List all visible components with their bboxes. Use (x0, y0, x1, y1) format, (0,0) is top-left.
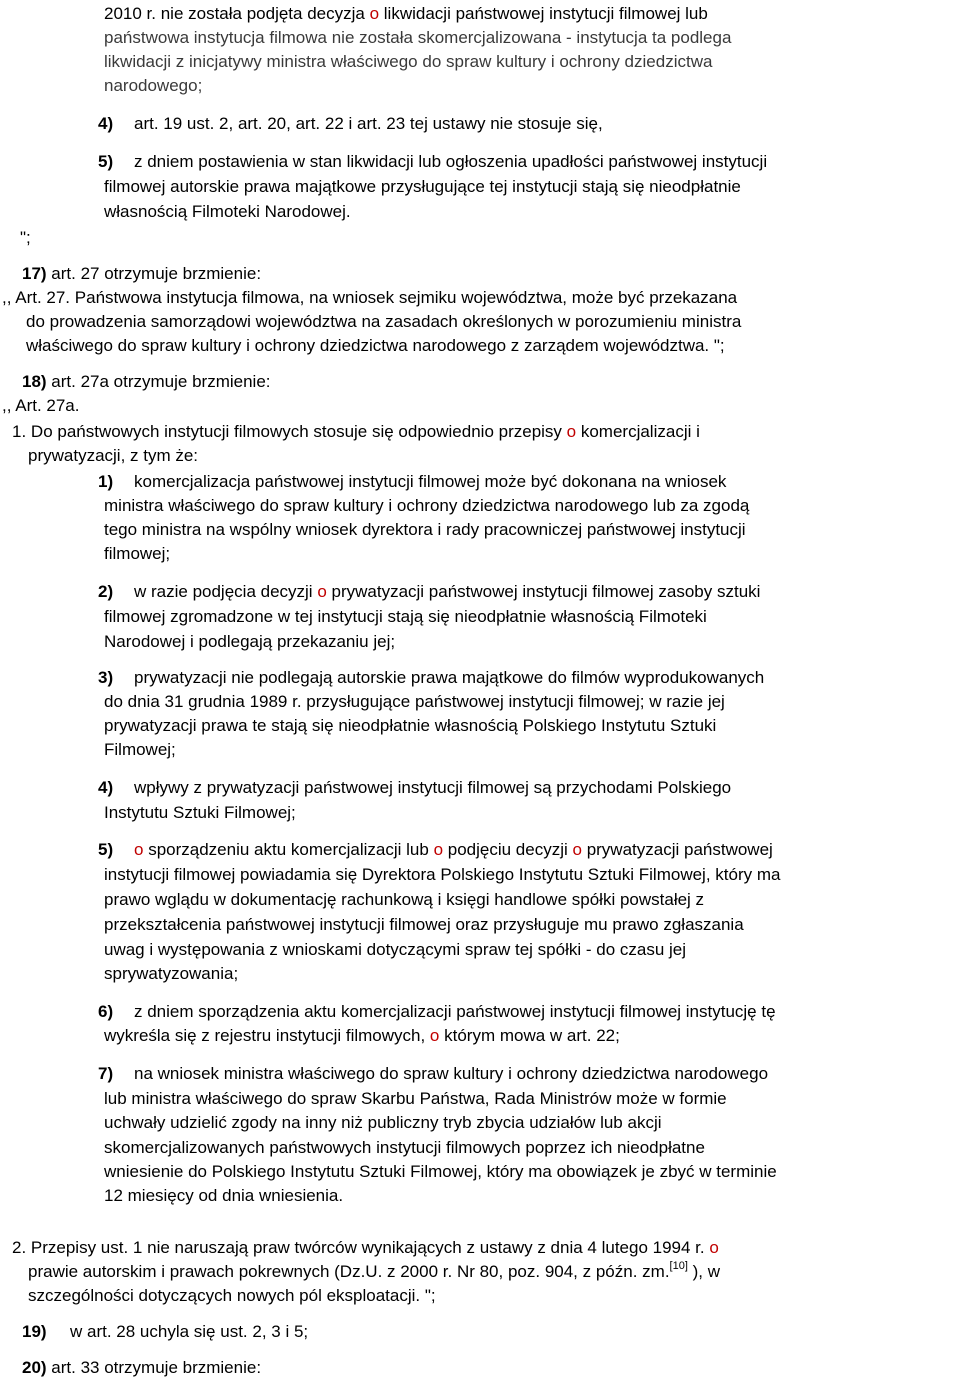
sub-5-line-1: 5) o sporządzeniu aktu komercjalizacji lub o podjęciu decyzji o prywatyzacji państwowej (98, 838, 773, 862)
sub-7-number: 7) (98, 1064, 114, 1083)
sub-3-line-1: 3) prywatyzacji nie podlegają autorskie prawa majątkowe do filmów wyprodukowanych (98, 666, 764, 690)
sub-5-line-6: sprywatyzowania; (104, 964, 239, 983)
sub-2-line-1: 2) w razie podjęcia decyzji o prywatyzacji państwowej instytucji filmowej zasoby sztuki (98, 580, 760, 604)
sub-7-line-2: lub ministra właściwego do spraw Skarbu Państwa, Rada Ministrów może w formie (104, 1089, 727, 1108)
sub-5-line-4: przekształcenia państwowej instytucji filmowej oraz przysługuje mu prawo zgłaszania (104, 915, 744, 934)
sub-5-line-5: uwag i występowania z wnioskami dotyczącymi spraw tej spółki - do czasu jej (104, 940, 687, 959)
art-27-line-3: właściwego do spraw kultury i ochrony dziedzictwa narodowego z zarządem województwa. "; (26, 336, 725, 355)
ust-1-line-1: 1. Do państwowych instytucji filmowych stosuje się odpowiednio przepisy o komercjalizacji i (12, 422, 700, 441)
sub-6-line-1: 6) z dniem sporządzenia aktu komercjalizacji państwowej instytucji filmowej instytucję tę (98, 1000, 776, 1024)
sub-7-line-4: skomercjalizowanych państwowych instytucji filmowych poprzez ich nieodpłatne (104, 1138, 705, 1157)
ust-2-line-3: szczególności dotyczących nowych pól eksploatacji. "; (28, 1286, 436, 1305)
item-5-number: 5) (98, 152, 114, 171)
sub-1-line-1: 1) komercjalizacja państwowej instytucji filmowej może być dokonana na wniosek (98, 470, 726, 494)
intro-line-1: 2010 r. nie została podjęta decyzja o likwidacji państwowej instytucji filmowej lub (104, 4, 708, 23)
sub-7-line-5: wniesienie do Polskiego Instytutu Sztuki Filmowej, który ma obowiązek je zbyć w terminie (104, 1162, 777, 1181)
sub-3-line-2: do dnia 31 grudnia 1989 r. przysługujące państwowej instytucji filmowej; w razie jej (104, 692, 725, 711)
point-18: 18) art. 27a otrzymuje brzmienie: (22, 372, 271, 391)
item-5-line-1: 5) z dniem postawienia w stan likwidacji lub ogłoszenia upadłości państwowej instytucji (98, 150, 767, 174)
sub-7-line-1: 7) na wniosek ministra właściwego do spraw kultury i ochrony dziedzictwa narodowego (98, 1062, 768, 1086)
ust-2-line-1: 2. Przepisy ust. 1 nie naruszają praw twórców wynikających z ustawy z dnia 4 lutego 1994 r. o (12, 1238, 719, 1257)
sub-5-line-2: instytucji filmowej powiadamia się Dyrektora Polskiego Instytutu Sztuki Filmowej, który ma (104, 865, 781, 884)
art-27-line-2: do prowadzenia samorządowi województwa na zasadach określonych w porozumieniu ministra (26, 312, 742, 331)
sub-1-line-3: tego ministra na wspólny wniosek dyrektora i rady pracowniczej państwowej instytucji (104, 520, 746, 539)
closing-quote: "; (20, 228, 31, 247)
ust-2-line-2: prawie autorskim i prawach pokrewnych (Dz.U. z 2000 r. Nr 80, poz. 904, z późn. zm.[10] ), w (28, 1260, 721, 1281)
sub-5-line-3: prawo wglądu w dokumentację rachunkową i księgi handlowe spółki powstałej z (104, 890, 705, 909)
sub-3-line-4: Filmowej; (104, 740, 176, 759)
sub-2-line-3: Narodowej i podlegają przekazaniu jej; (104, 632, 396, 651)
sub-1-line-4: filmowej; (104, 544, 171, 563)
sub-2-number: 2) (98, 582, 114, 601)
sub-5-number: 5) (98, 840, 114, 859)
item-4-number: 4) (98, 114, 114, 133)
intro-line-4: narodowego; (104, 76, 203, 95)
sub-2-line-2: filmowej zgromadzone w tej instytucji stają się nieodpłatnie własnością Filmoteki (104, 607, 707, 626)
item-5-line-3: własnością Filmoteki Narodowej. (104, 202, 351, 221)
intro-line-3: likwidacji z inicjatywy ministra właściwego do spraw kultury i ochrony dziedzictwa (104, 52, 713, 71)
ust-1-line-2: prywatyzacji, z tym że: (28, 446, 199, 465)
sub-7-line-6: 12 miesięcy od dnia wniesienia. (104, 1186, 344, 1205)
sub-3-number: 3) (98, 668, 114, 687)
sub-6-line-2: wykreśla się z rejestru instytucji filmowych, o którym mowa w art. 22; (104, 1026, 620, 1045)
sub-4-line-1: 4) wpływy z prywatyzacji państwowej instytucji filmowej są przychodami Polskiego (98, 776, 731, 800)
sub-6-number: 6) (98, 1002, 114, 1021)
point-19: 19) w art. 28 uchyla się ust. 2, 3 i 5; (22, 1322, 309, 1341)
point-17: 17) art. 27 otrzymuje brzmienie: (22, 264, 262, 283)
sub-4-number: 4) (98, 778, 114, 797)
sub-1-number: 1) (98, 472, 114, 491)
item-5-line-2: filmowej autorskie prawa majątkowe przysługujące tej instytucji stają się nieodpłatnie (104, 177, 741, 196)
item-4: 4) art. 19 ust. 2, art. 20, art. 22 i art. 23 tej ustawy nie stosuje się, (98, 112, 603, 136)
sub-4-line-2: Instytutu Sztuki Filmowej; (104, 803, 296, 822)
sub-3-line-3: prywatyzacji prawa te stają się nieodpłatnie własnością Polskiego Instytutu Sztuki (104, 716, 717, 735)
intro-line-2: państwowa instytucja filmowa nie została skomercjalizowana - instytucja ta podlega (104, 28, 732, 47)
sub-1-line-2: ministra właściwego do spraw kultury i ochrony dziedzictwa narodowego lub za zgodą (104, 496, 750, 515)
sub-7-line-3: uchwały udzielić zgody na inny niż publiczny tryb zbycia udziałów lub akcji (104, 1113, 662, 1132)
footnote-reference: [10] (669, 1260, 688, 1272)
art-27-line-1: ,, Art. 27. Państwowa instytucja filmowa, na wniosek sejmiku województwa, może być przekazana (2, 288, 738, 307)
art-27a-heading: ,, Art. 27a. (2, 396, 80, 415)
point-20: 20) art. 33 otrzymuje brzmienie: (22, 1358, 262, 1377)
